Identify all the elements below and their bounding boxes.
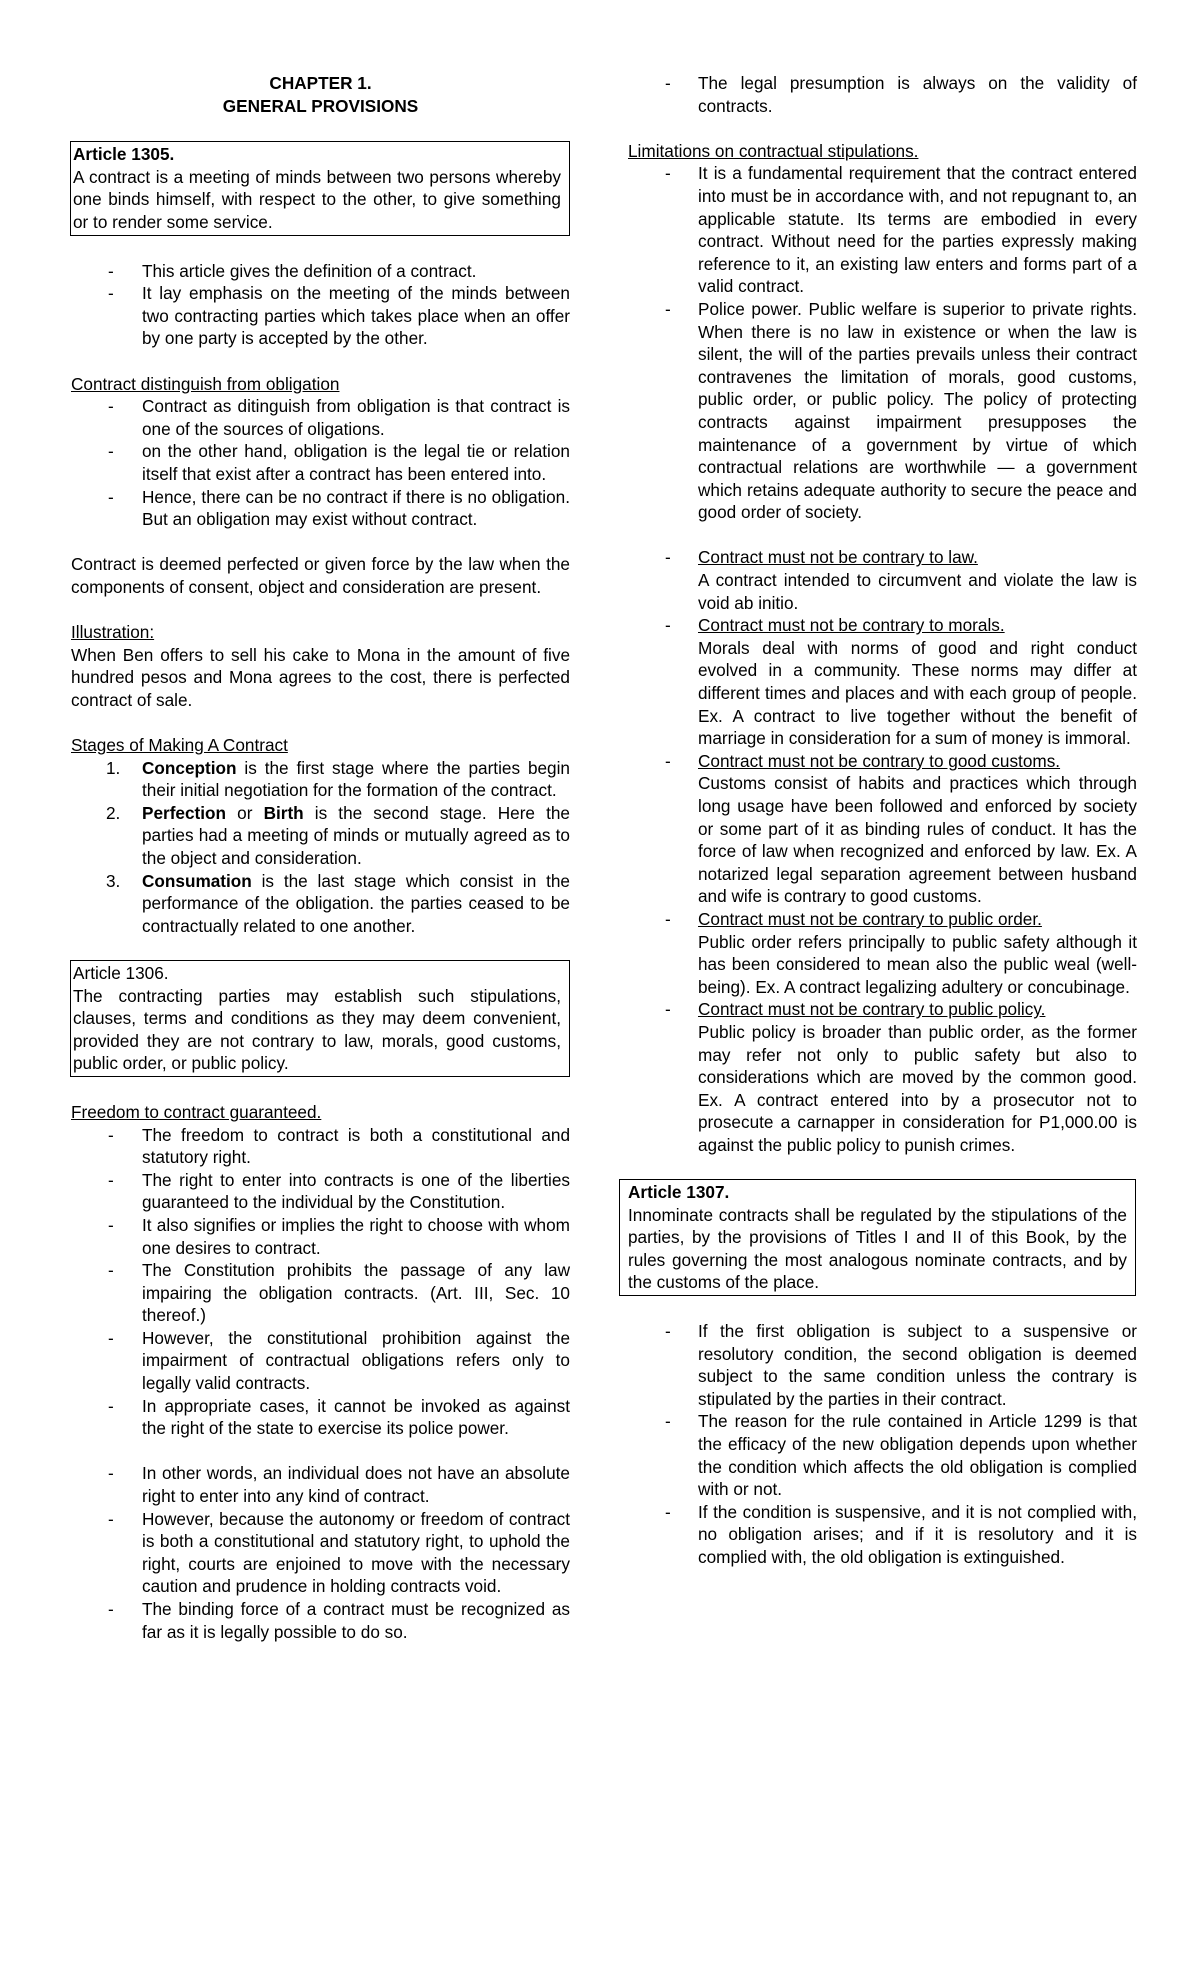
article-1307-box (619, 1179, 1136, 1296)
list-item: - on the other hand, obligation is the legal tie or relation itself that exist after a contract has been entered into. (71, 440, 570, 485)
list-item: - The right to enter into contracts is one of the liberties guaranteed to the individual by the Constitution. (71, 1169, 570, 1214)
stage-item: 3. Consumation is the last stage which consist in the performance of the obligation. the parties ceased to be contractually related to one another. (106, 870, 570, 936)
limitations-list (628, 162, 1137, 524)
right-column (628, 72, 1137, 1569)
list-item: - The Constitution prohibits the passage of any law impairing the obligation contracts. (Art. III, Sec. 10 thereof.) (71, 1259, 570, 1327)
illustration-heading: Illustration: (71, 622, 155, 643)
chapter-number: CHAPTER 1. (269, 73, 372, 93)
stages-list (71, 757, 570, 938)
list-item: - It is a fundamental requirement that the contract entered into must be in accordance with, and not repugnant to, an applicable statute. Its terms are embodied in every contract. Without need for the parties expressly making reference to it, an existing law enters and forms part of a valid contract. (628, 162, 1137, 298)
list-item: - The legal presumption is always on the validity of contracts. (628, 72, 1137, 117)
list-item: - This article gives the definition of a contract. (71, 260, 570, 283)
freedom-list-continued (71, 1462, 570, 1643)
list-item: - The freedom to contract is both a constitutional and statutory right. (71, 1124, 570, 1169)
chapter-title: GENERAL PROVISIONS (222, 95, 419, 116)
list-item: - Police power. Public welfare is superior to private rights. When there is no law in existence or when the law is silent, the will of the parties prevails unless their contract contravenes the limitation of morals, good customs, public order, or public policy. The policy of protecting contracts against impairment presupposes the maintenance of a government by virtue of which contractual relations are worthwhile — a government which retains adequate authority to secure the peace and good order of society. (628, 298, 1137, 524)
left-column (71, 72, 570, 1643)
contrary-item: - Contract must not be contrary to public order. Public order refers principally to public safety although it has been considered to mean also the public weal (well-being). Ex. A contract legalizing adultery or concubinage. (628, 908, 1137, 998)
contrary-item: - Contract must not be contrary to public policy. Public policy is broader than public order, as the former may refer not only to public safety but also to considerations which are moved by the common good. Ex. A contract entered into by a prosecutor not to prosecute a carnapper in consideration for P1,000.00 is against the public policy to punish crimes. (628, 998, 1137, 1156)
limitations-heading: Limitations on contractual stipulations. (628, 140, 919, 161)
stage-item: 2. Perfection or Birth is the second stage. Here the parties had a meeting of minds or mutually agreed as to the object and consideration. (106, 802, 570, 868)
after-1307-list (628, 1320, 1137, 1569)
list-item: - Hence, there can be no contract if there is no obligation. But an obligation may exist without contract. (71, 486, 570, 531)
list-item: - However, the constitutional prohibition against the impairment of contractual obligations refers only to legally valid contracts. (71, 1327, 570, 1395)
distinguish-list (71, 395, 570, 531)
article-1305-box (70, 141, 570, 235)
article-1306-heading: Article 1306. (73, 962, 169, 983)
list-item: - It lay emphasis on the meeting of the minds between two contracting parties which takes place when an offer by one party is accepted by the other. (71, 282, 570, 350)
contrary-list (628, 546, 1137, 1156)
freedom-list (71, 1124, 570, 1440)
article-1306-box (70, 960, 570, 1077)
chapter-heading (71, 72, 570, 117)
list-item: - It also signifies or implies the right to choose with whom one desires to contract. (71, 1214, 570, 1259)
perfected-paragraph: Contract is deemed perfected or given force by the law when the components of consent, object and consideration are present. (71, 554, 570, 597)
contrary-item: - Contract must not be contrary to morals. Morals deal with norms of good and right conduct evolved in a community. These norms may differ at different times and places and with each group of people. Ex. A contract to live together without the benefit of marriage in consideration for a sum of money is immoral. (628, 614, 1137, 750)
illustration-paragraph: When Ben offers to sell his cake to Mona in the amount of five hundred pesos and Mona agrees to the cost, there is perfected contract of sale. (71, 644, 570, 710)
article-1306-text: The contracting parties may establish such stipulations, clauses, terms and conditions as they may deem convenient, provided they are not contrary to law, morals, good customs, public order, or public policy. (73, 985, 561, 1074)
list-item: - In other words, an individual does not have an absolute right to enter into any kind of contract. (71, 1462, 570, 1507)
list-item: - The reason for the rule contained in Article 1299 is that the efficacy of the new obligation depends upon whether the condition which affects the old obligation is complied with or not. (628, 1410, 1137, 1500)
list-item: - If the first obligation is subject to a suspensive or resolutory condition, the second obligation is deemed subject to the same condition unless the contrary is stipulated by the parties in their contract. (628, 1320, 1137, 1410)
article-1305-heading: Article 1305. (73, 144, 175, 165)
list-item: - The binding force of a contract must be recognized as far as it is legally possible to do so. (71, 1598, 570, 1643)
definition-list (71, 260, 570, 350)
distinguish-heading: Contract distinguish from obligation (71, 373, 340, 394)
article-1307-heading: Article 1307. (628, 1182, 730, 1203)
list-item: - If the condition is suspensive, and it is not complied with, no obligation arises; and if it is resolutory and it is complied with, the old obligation is extinguished. (628, 1501, 1137, 1569)
stage-item: 1. Conception is the first stage where the parties begin their initial negotiation for the formation of the contract. (106, 757, 570, 801)
stages-heading: Stages of Making A Contract (71, 735, 288, 756)
article-1305-text: A contract is a meeting of minds between two persons whereby one binds himself, with respect to the other, to give something or to render some service. (73, 166, 561, 232)
freedom-heading: Freedom to contract guaranteed. (71, 1101, 322, 1122)
list-item: - In appropriate cases, it cannot be invoked as against the right of the state to exercise its police power. (71, 1395, 570, 1440)
contrary-item: - Contract must not be contrary to good customs. Customs consist of habits and practices which through long usage have been followed and enforced by society or some part of it as binding rules of conduct. It has the force of law when recognized and enforced by law. Ex. A notarized legal separation agreement between husband and wife is contrary to good customs. (628, 750, 1137, 908)
list-item: - However, because the autonomy or freedom of contract is both a constitutional and statutory right, to uphold the right, courts are enjoined to move with the necessary caution and prudence in holding contracts void. (71, 1508, 570, 1598)
contrary-item: - Contract must not be contrary to law. A contract intended to circumvent and violate the law is void ab initio. (628, 546, 1137, 614)
list-item: - Contract as ditinguish from obligation is that contract is one of the sources of oligations. (71, 395, 570, 440)
article-1307-text: Innominate contracts shall be regulated by the stipulations of the parties, by the provisions of Titles I and II of this Book, by the rules governing the most analogous nominate contracts, and by the customs of the place. (628, 1204, 1127, 1293)
presumption-list (628, 72, 1137, 117)
